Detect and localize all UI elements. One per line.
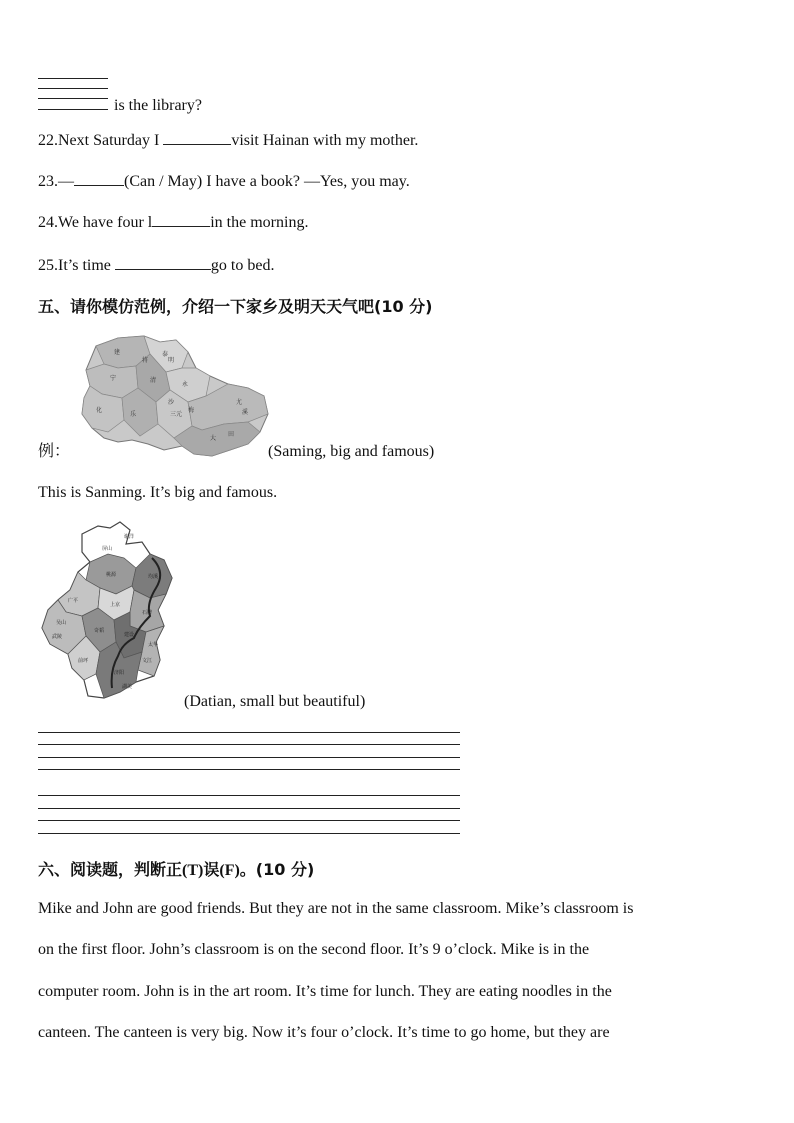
q25-blank[interactable]	[115, 255, 211, 270]
map1-label: 梅	[188, 407, 195, 414]
q25-suffix: go to bed.	[210, 257, 275, 274]
passage-line-3: computer room. John is in the art room. It’s time for lunch. They are eating noodles in the	[38, 983, 612, 1000]
writing-line-8[interactable]	[38, 833, 460, 834]
q25-prefix: 25.It’s time	[38, 257, 115, 274]
map1-label: 大	[210, 435, 217, 442]
map1-label: 清	[150, 377, 157, 384]
passage-line-1: Mike and John are good friends. But they are not in the same classroom. Mike’s classroom is	[38, 900, 634, 917]
map2-label: 谢洋	[124, 534, 135, 540]
section-6-heading-F: (F)	[219, 862, 240, 879]
map2-label: 武陵	[52, 634, 63, 640]
q24-blank[interactable]	[152, 212, 210, 227]
q21-blank-line-3[interactable]	[38, 98, 108, 99]
q22-prefix: 22.Next Saturday I	[38, 132, 164, 149]
map2-label: 湖美	[122, 684, 133, 690]
q22-suffix: visit Hainan with my mother.	[231, 132, 419, 149]
passage-line-2: on the first floor. John’s classroom is on the second floor. It’s 9 o’clock. Mike is in the	[38, 941, 590, 958]
q23-blank[interactable]	[74, 171, 124, 186]
map1-label: 将	[142, 357, 149, 364]
map2-label: 屏山	[102, 546, 113, 552]
writing-line-1[interactable]	[38, 732, 460, 733]
map1-label: 泰	[162, 351, 169, 358]
question-25	[38, 255, 274, 276]
map2-label: 石牌	[142, 610, 153, 616]
map1-label: 沙	[168, 399, 175, 406]
section-6-heading	[38, 857, 314, 880]
question-22	[38, 130, 418, 151]
writing-line-3[interactable]	[38, 757, 460, 758]
map1-label: 明	[168, 357, 175, 364]
map2-label: 上京	[110, 602, 121, 608]
example-sentence: This is Sanming. It’s big and famous.	[38, 484, 278, 501]
map1-label: 宁	[110, 375, 117, 382]
map1-label: 化	[96, 407, 103, 414]
section-5-heading: 五、请你模仿范例，介绍一下家乡及明天天气吧(10 分)	[38, 297, 433, 316]
passage-line-4: canteen. The canteen is very big. Now it’s four o’clock. It’s time to go home, but they are	[38, 1024, 610, 1041]
map1-label: 尤	[236, 399, 243, 406]
q23-suffix: (Can / May) I have a book? —Yes, you may.	[124, 173, 410, 190]
example-label: 例：	[38, 443, 71, 460]
writing-line-6[interactable]	[38, 808, 460, 809]
q22-blank[interactable]	[163, 130, 231, 145]
writing-line-7[interactable]	[38, 820, 460, 821]
datian-map	[38, 520, 178, 706]
q21-blank-line-4[interactable]	[38, 109, 108, 110]
section-6-heading-part1: 六、阅读题，判断正	[38, 860, 183, 879]
q21-text: is the library?	[114, 97, 202, 114]
map1-label: 永	[182, 381, 189, 388]
map1-label: 建	[114, 349, 121, 356]
map1-label: 乐	[130, 411, 137, 418]
map2-label: 文江	[142, 658, 153, 664]
example-hint: (Saming, big and famous)	[268, 443, 435, 460]
map1-label: 田	[228, 431, 235, 438]
question-24	[38, 212, 308, 233]
map2-label: 济阳	[114, 670, 125, 676]
map2-label: 建设	[124, 632, 135, 638]
writing-line-2[interactable]	[38, 744, 460, 745]
map1-label: 三元	[170, 411, 183, 418]
section-6-heading-part2: 误	[203, 860, 220, 879]
map2-label: 均溪	[148, 574, 159, 580]
map2-label: 前坪	[78, 658, 89, 664]
section-6-heading-T: (T)	[182, 862, 204, 879]
q21-blank-line-1[interactable]	[38, 78, 108, 79]
task-hint: (Datian, small but beautiful)	[184, 693, 366, 710]
q24-prefix: 24.We have four l	[38, 214, 153, 231]
q24-suffix: in the morning.	[210, 214, 309, 231]
section-6-heading-part3: 。(10 分)	[239, 860, 315, 879]
map2-label: 吴山	[56, 620, 67, 626]
map2-label: 广平	[68, 598, 79, 604]
writing-line-5[interactable]	[38, 795, 460, 796]
map1-label: 溪	[242, 409, 249, 416]
q21-blank-line-2[interactable]	[38, 88, 108, 89]
map2-label: 太华	[148, 642, 159, 648]
q23-prefix: 23.—	[38, 173, 74, 190]
sanming-map	[78, 332, 270, 460]
map2-label: 桃源	[106, 572, 117, 578]
map2-label: 奇韬	[94, 628, 105, 634]
writing-line-4[interactable]	[38, 769, 460, 770]
question-23	[38, 171, 410, 192]
